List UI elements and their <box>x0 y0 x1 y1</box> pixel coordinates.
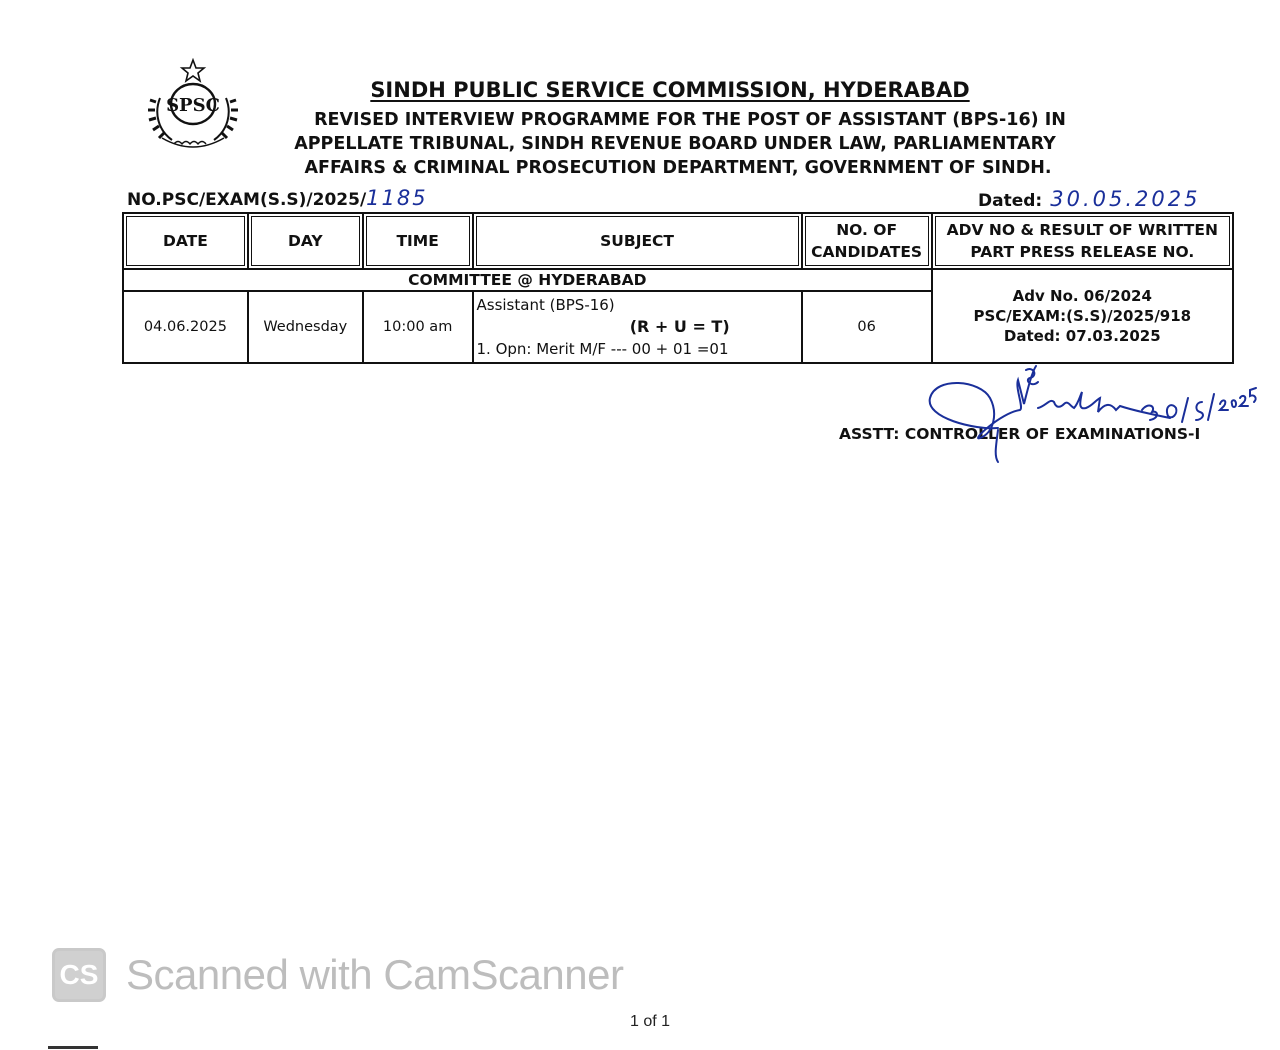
header-adv-line2: PART PRESS RELEASE NO. <box>970 243 1195 261</box>
row-date: 04.06.2025 <box>123 291 248 363</box>
camscanner-watermark <box>52 948 623 1002</box>
row-subject <box>473 291 802 363</box>
header-candidates <box>802 213 932 269</box>
header-adv-result <box>932 213 1233 269</box>
committee-label: COMMITTEE @ HYDERABAD <box>123 269 932 291</box>
interview-schedule-table <box>122 212 1234 364</box>
adv-number: Adv No. 06/2024 <box>1012 287 1152 305</box>
subject-formula: (R + U = T) <box>629 317 730 336</box>
programme-subtitle <box>260 108 1120 180</box>
subject-detail: 1. Opn: Merit M/F --- 00 + 01 =01 <box>476 340 729 358</box>
svg-text:SPSC: SPSC <box>166 95 220 116</box>
reference-number <box>127 186 428 210</box>
camscanner-icon <box>52 948 106 1002</box>
committee-row <box>123 269 1233 291</box>
header-date: DATE <box>123 213 248 269</box>
organization-title: SINDH PUBLIC SERVICE COMMISSION, HYDERABAD <box>370 78 970 102</box>
press-release-number: PSC/EXAM:(S.S)/2025/918 <box>973 307 1192 325</box>
page-indicator: 1 of 1 <box>630 1013 671 1030</box>
header-adv-line1: ADV NO & RESULT OF WRITTEN <box>946 221 1218 239</box>
adv-details <box>932 269 1233 363</box>
row-day: Wednesday <box>248 291 363 363</box>
dated <box>978 187 1200 211</box>
camscanner-icon-text: CS <box>59 959 99 990</box>
subtitle-line: AFFAIRS & CRIMINAL PROSECUTION DEPARTMENT, GOVERNMENT OF SINDH. <box>304 158 1052 178</box>
adv-dated: Dated: 07.03.2025 <box>1003 327 1161 345</box>
header-candidates-line1: NO. OF <box>836 221 898 239</box>
header-day: DAY <box>248 213 363 269</box>
reference-handwritten-number: 1185 <box>366 186 428 210</box>
handwritten-signature <box>920 358 1265 468</box>
header-time: TIME <box>363 213 473 269</box>
header-subject: SUBJECT <box>473 213 802 269</box>
watermark-text: Scanned with CamScanner <box>126 951 624 998</box>
subject-title: Assistant (BPS-16) <box>476 296 615 314</box>
header-candidates-line2: CANDIDATES <box>811 243 923 261</box>
dated-handwritten-value: 30.05.2025 <box>1050 187 1201 211</box>
table-header-row <box>123 213 1233 269</box>
dated-label: Dated: <box>978 191 1043 211</box>
row-candidates: 06 <box>802 291 932 363</box>
row-time: 10:00 am <box>363 291 473 363</box>
reference-label: NO.PSC/EXAM(S.S)/2025/ <box>127 190 367 210</box>
subtitle-line: APPELLATE TRIBUNAL, SINDH REVENUE BOARD UNDER LAW, PARLIAMENTARY <box>294 134 1056 154</box>
scan-edge-mark <box>48 1046 98 1049</box>
subtitle-line: REVISED INTERVIEW PROGRAMME FOR THE POST OF ASSISTANT (BPS-16) IN <box>314 110 1066 130</box>
signatory-designation: ASSTT: CONTROLLER OF EXAMINATIONS-I <box>839 425 1201 443</box>
